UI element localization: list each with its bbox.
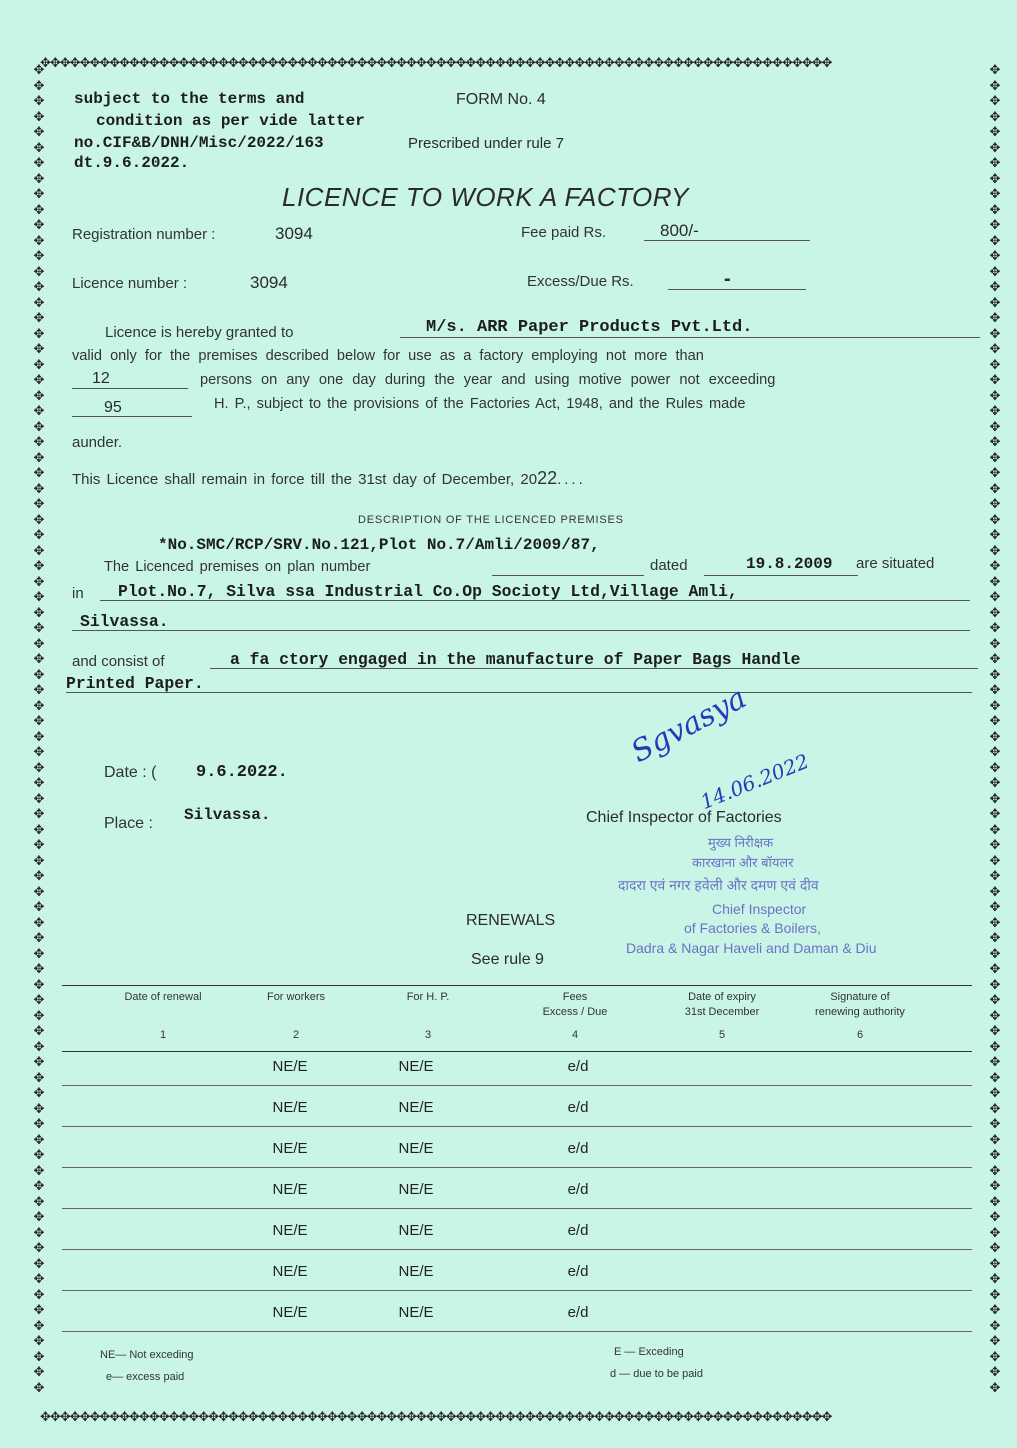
stamp-hindi-line1: मुख्य निरीक्षक: [708, 835, 774, 850]
table-cell-workers: NE/E: [272, 1058, 308, 1075]
column-header-6: Signature of renewing authority: [815, 991, 905, 1018]
column-header-3: For H. P.: [406, 991, 450, 1003]
column-number-2: 2: [292, 1029, 300, 1041]
column-number-5: 5: [718, 1029, 726, 1041]
location-underline2: [72, 630, 970, 631]
table-cell-workers: NE/E: [272, 1181, 308, 1198]
signature: Sgvasya: [625, 680, 753, 770]
legend-excess-paid: e— excess paid: [106, 1371, 185, 1383]
excess-label: Excess/Due Rs.: [527, 273, 634, 290]
valid-text: valid only for the premises described below for use as a factory employing not more than: [72, 348, 704, 364]
column-number-3: 3: [424, 1029, 432, 1041]
aunder-text: aunder.: [72, 434, 123, 451]
page-title: LICENCE TO WORK A FACTORY: [282, 182, 689, 212]
granted-label: Licence is hereby granted to: [105, 324, 294, 341]
stamp-line3: Dadra & Nagar Haveli and Daman & Diu: [626, 940, 877, 956]
location-underline1: [100, 600, 970, 601]
table-cell-hp: NE/E: [398, 1058, 434, 1075]
table-row-rule: [62, 1290, 972, 1291]
place-value: Silvassa.: [184, 806, 271, 824]
table-cell-workers: NE/E: [272, 1222, 308, 1239]
location-line2: Silvassa.: [80, 612, 169, 631]
column-header-2: For workers: [266, 991, 326, 1003]
table-row-rule: [62, 1167, 972, 1168]
column-number-4: 4: [571, 1029, 579, 1041]
table-cell-fees: e/d: [567, 1140, 589, 1157]
table-cell-hp: NE/E: [398, 1181, 434, 1198]
consist-underline1: [210, 668, 978, 669]
stamp-hindi-line3: दादरा एवं नगर हवेली और दमण एवं दीव: [618, 877, 819, 893]
registration-label: Registration number :: [72, 226, 216, 243]
registration-value: 3094: [275, 224, 313, 243]
plan-underline: [492, 575, 644, 576]
table-cell-hp: NE/E: [398, 1304, 434, 1321]
border-left: ✥ ✥ ✥ ✥ ✥ ✥ ✥ ✥ ✥ ✥ ✥ ✥ ✥ ✥ ✥ ✥ ✥ ✥ ✥ ✥ ✥ ✥ ✥ ✥ ✥ ✥ ✥ ✥ ✥ ✥ ✥ ✥ ✥ ✥ ✥ ✥ ✥ ✥ ✥ ✥ ✥ ✥ ✥ ✥ ✥ ✥ ✥ ✥ ✥ ✥ ✥ ✥ ✥ ✥ ✥ ✥ ✥ ✥ ✥ ✥ ✥ ✥ ✥ ✥ ✥ ✥ ✥ ✥ ✥ ✥ ✥ ✥ ✥ ✥ ✥ ✥ ✥ ✥ ✥ ✥ ✥ ✥ ✥ ✥ ✥ ✥: [33, 62, 45, 1395]
excess-underline: [668, 289, 806, 290]
table-cell-fees: e/d: [567, 1263, 589, 1280]
table-cell-fees: e/d: [567, 1222, 589, 1239]
table-row-rule: [62, 1331, 972, 1332]
consist-label: and consist of: [72, 653, 165, 670]
consist-line1: a fa ctory engaged in the manufacture of Paper Bags Handle: [230, 650, 801, 669]
column-number-6: 6: [856, 1029, 864, 1041]
persons-text: persons on any one day during the year and using motive power not exceeding: [200, 372, 776, 388]
table-cell-hp: NE/E: [398, 1222, 434, 1239]
column-header-1: Date of renewal: [124, 991, 202, 1003]
legend-exceeding: E — Exceding: [614, 1346, 684, 1358]
dated-label: dated: [650, 557, 688, 574]
condition-note-line3: no.CIF&B/DNH/Misc/2022/163: [74, 134, 324, 152]
licence-label: Licence number :: [72, 275, 188, 292]
table-cell-hp: NE/E: [398, 1140, 434, 1157]
stamp-line2: of Factories & Boilers,: [684, 920, 821, 936]
stamp-line1: Chief Inspector: [712, 901, 807, 917]
table-cell-workers: NE/E: [272, 1263, 308, 1280]
description-reference: *No.SMC/RCP/SRV.No.121,Plot No.7/Amli/2009/87,: [158, 536, 600, 554]
table-cell-workers: NE/E: [272, 1304, 308, 1321]
table-cell-fees: e/d: [567, 1099, 589, 1116]
date-value: 9.6.2022.: [196, 763, 288, 782]
licensee-underline: [400, 337, 980, 338]
border-bottom: ✥✥✥✥✥✥✥✥✥✥✥✥✥✥✥✥✥✥✥✥✥✥✥✥✥✥✥✥✥✥✥✥✥✥✥✥✥✥✥✥✥✥✥✥✥✥✥✥✥✥✥✥✥✥✥✥✥✥✥✥✥✥✥✥✥✥✥✥✥✥✥✥✥✥✥✥✥✥✥✥: [40, 1410, 832, 1424]
remain-text: [72, 468, 586, 489]
persons-underline: [72, 388, 188, 389]
in-label: in: [72, 585, 84, 602]
form-number: FORM No. 4: [456, 91, 546, 108]
fee-value: 800/-: [660, 221, 699, 240]
table-cell-hp: NE/E: [398, 1099, 434, 1116]
consist-underline2: [66, 692, 972, 693]
persons-value: 12: [92, 370, 110, 387]
border-right: ✥ ✥ ✥ ✥ ✥ ✥ ✥ ✥ ✥ ✥ ✥ ✥ ✥ ✥ ✥ ✥ ✥ ✥ ✥ ✥ ✥ ✥ ✥ ✥ ✥ ✥ ✥ ✥ ✥ ✥ ✥ ✥ ✥ ✥ ✥ ✥ ✥ ✥ ✥ ✥ ✥ ✥ ✥ ✥ ✥ ✥ ✥ ✥ ✥ ✥ ✥ ✥ ✥ ✥ ✥ ✥ ✥ ✥ ✥ ✥ ✥ ✥ ✥ ✥ ✥ ✥ ✥ ✥ ✥ ✥ ✥ ✥ ✥ ✥ ✥ ✥ ✥ ✥ ✥ ✥ ✥ ✥ ✥ ✥ ✥ ✥: [989, 62, 1001, 1395]
table-cell-workers: NE/E: [272, 1099, 308, 1116]
table-row-rule: [62, 1126, 972, 1127]
remain-year: 22: [537, 468, 558, 488]
column-number-1: 1: [159, 1029, 167, 1041]
hp-value: 95: [104, 399, 122, 416]
dated-value: 19.8.2009: [746, 555, 833, 573]
prescribed-rule: Prescribed under rule 7: [408, 135, 564, 152]
date-label: Date : (: [104, 764, 157, 781]
legend-due: d — due to be paid: [610, 1368, 703, 1380]
location-line1: Plot.No.7, Silva ssa Industrial Co.Op Socioty Ltd,Village Amli,: [118, 582, 738, 601]
renewals-rule: See rule 9: [471, 951, 544, 968]
dated-underline: [704, 575, 858, 576]
situated-text: are situated: [856, 555, 935, 572]
remain-prefix: This Licence shall remain in force till the 31st day of December, 20: [72, 471, 538, 488]
table-top-rule: [62, 985, 972, 986]
consist-line2: Printed Paper.: [66, 674, 204, 693]
table-row-rule: [62, 1208, 972, 1209]
hp-underline: [72, 416, 192, 417]
stamp-hindi-line2: कारखाना और बॉयलर: [692, 855, 794, 870]
table-row-rule: [62, 1249, 972, 1250]
condition-note-line4: dt.9.6.2022.: [74, 154, 190, 172]
table-row-rule: [62, 1085, 972, 1086]
authority-title: Chief Inspector of Factories: [586, 809, 782, 826]
condition-note-line1: subject to the terms and: [74, 90, 305, 108]
table-cell-hp: NE/E: [398, 1263, 434, 1280]
description-heading: DESCRIPTION OF THE LICENCED PREMISES: [358, 514, 624, 526]
fee-underline: [644, 240, 810, 241]
legend-not-exceeding: NE— Not exceding: [100, 1349, 194, 1361]
fee-label: Fee paid Rs.: [521, 224, 607, 241]
licensee-name: M/s. ARR Paper Products Pvt.Ltd.: [426, 318, 753, 337]
condition-note-line2: condition as per vide latter: [96, 112, 365, 130]
signature-date: 14.06.2022: [697, 748, 813, 814]
table-cell-fees: e/d: [567, 1181, 589, 1198]
border-top: ✥✥✥✥✥✥✥✥✥✥✥✥✥✥✥✥✥✥✥✥✥✥✥✥✥✥✥✥✥✥✥✥✥✥✥✥✥✥✥✥✥✥✥✥✥✥✥✥✥✥✥✥✥✥✥✥✥✥✥✥✥✥✥✥✥✥✥✥✥✥✥✥✥✥✥✥✥✥✥✥: [40, 56, 832, 70]
table-cell-fees: e/d: [567, 1304, 589, 1321]
hp-text: H. P., subject to the provisions of the Factories Act, 1948, and the Rules made: [214, 396, 746, 412]
place-label: Place :: [104, 815, 153, 832]
column-header-4: Fees Excess / Due: [542, 991, 608, 1018]
renewals-heading: RENEWALS: [466, 912, 556, 929]
table-cell-workers: NE/E: [272, 1140, 308, 1157]
table-header-rule: [62, 1051, 972, 1052]
table-cell-fees: e/d: [567, 1058, 589, 1075]
licence-value: 3094: [250, 273, 288, 292]
column-header-5: Date of expiry 31st December: [684, 991, 760, 1018]
remain-suffix: ....: [557, 471, 586, 488]
premises-text: The Licenced premises on plan number: [104, 559, 371, 575]
excess-value: -: [724, 268, 731, 290]
